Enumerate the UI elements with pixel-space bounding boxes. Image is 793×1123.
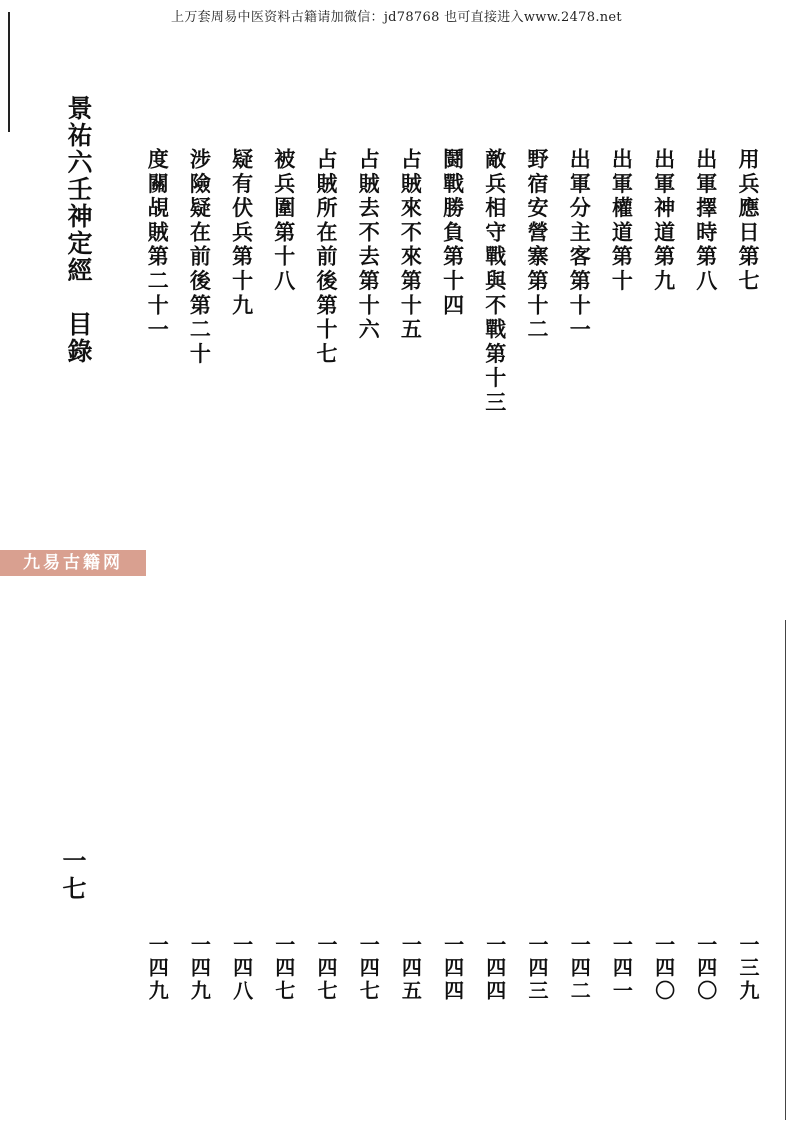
toc-entry-title: 占賊所在前後第十七 (314, 148, 338, 367)
toc-entry-title: 度關覘賊第二十一 (145, 148, 170, 343)
toc-entry-page: 一四四 (482, 934, 507, 1003)
toc-entry-title: 占賊來不來第十五 (398, 148, 423, 343)
toc-entry-page: 一四三 (525, 934, 549, 1003)
toc-entry-title: 用兵應日第七 (736, 148, 760, 294)
toc-entry-page: 一四四 (440, 934, 465, 1003)
toc-entry-title: 出軍擇時第八 (693, 148, 718, 294)
toc-entry-page: 一四九 (145, 934, 170, 1003)
toc-entry-page: 一四〇 (651, 934, 676, 1003)
page-header-banner: 上万套周易中医资料古籍请加微信：jd78768 也可直接进入www.2478.net (171, 10, 622, 25)
page-number: 一七 (58, 848, 87, 904)
toc-entry-page: 一四〇 (693, 934, 718, 1003)
toc-entry-title: 出軍權道第十 (609, 148, 634, 294)
right-margin-line (785, 620, 786, 1120)
watermark-logo: 九易古籍网 (0, 550, 146, 576)
toc-entry-title: 鬪戰勝負第十四 (440, 148, 465, 319)
toc-entry-page: 一四二 (567, 934, 592, 1003)
toc-entry-title: 被兵圍第十八 (271, 148, 296, 294)
toc-entry-page: 一四八 (229, 934, 254, 1003)
toc-entry-page: 一四七 (271, 934, 296, 1003)
toc-entry-title: 占賊去不去第十六 (356, 148, 381, 343)
toc-entry-title: 敵兵相守戰與不戰第十三 (482, 148, 507, 416)
toc-entry-title: 出軍神道第九 (651, 148, 676, 294)
toc-entry-page: 一三九 (736, 934, 760, 1003)
toc-entry-page: 一四一 (609, 934, 634, 1003)
toc-entry-page: 一四七 (356, 934, 381, 1003)
toc-entry-title: 野宿安營寨第十二 (525, 148, 549, 343)
toc-entry-page: 一四七 (314, 934, 338, 1003)
toc-entry-page: 一四九 (187, 934, 212, 1003)
toc-entry-page: 一四五 (398, 934, 423, 1003)
left-margin-line (8, 12, 10, 132)
toc-entry-title: 出軍分主客第十一 (567, 148, 592, 343)
toc-entry-title: 涉險疑在前後第二十 (187, 148, 212, 367)
book-title: 景祐六壬神定經 目錄 (64, 95, 93, 365)
toc-entry-title: 疑有伏兵第十九 (229, 148, 254, 319)
